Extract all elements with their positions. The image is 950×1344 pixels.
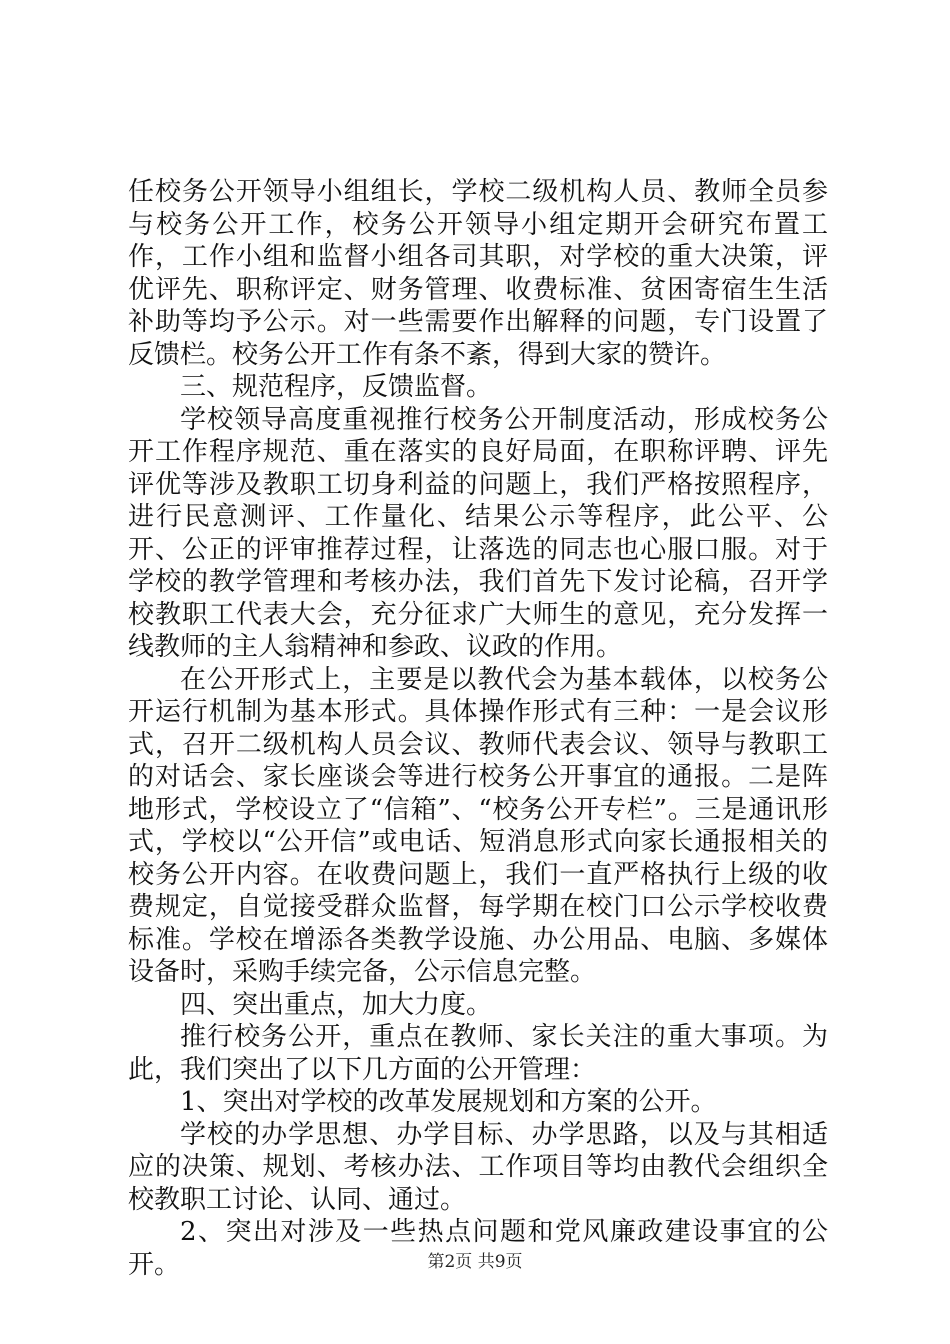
- paragraph-5: 学校的办学思想、办学目标、办学思路，以及与其相适应的决策、规划、考核办法、工作项目等均由教代会组织全校教职工讨论、认同、通过。: [128, 1119, 828, 1215]
- page-number-footer: 第2页 共9页: [427, 1252, 523, 1272]
- paragraph-1: 任校务公开领导小组组长，学校二级机构人员、教师全员参与校务公开工作，校务公开领导小组定期开会研究布置工作，工作小组和监督小组各司其职，对学校的重大决策，评优评先、职称评定、财务管理、收费标准、贫困寄宿生生活补助等均予公示。对一些需要作出解释的问题，专门设置了反馈栏。校务公开工作有条不紊，得到大家的赞许。: [128, 177, 828, 370]
- section-heading-4: 四、突出重点，加大力度。: [180, 989, 493, 1020]
- section-heading-3: 三、规范程序，反馈监督。: [180, 372, 493, 402]
- paragraph-4: 推行校务公开，重点在教师、家长关注的重大事项。为此，我们突出了以下几方面的公开管理：: [128, 1022, 828, 1085]
- item-heading-1: 1、突出对学校的改革发展规划和方案的公开。: [180, 1087, 717, 1117]
- body-text: [128, 176, 828, 1281]
- paragraph-2: 学校领导高度重视推行校务公开制度活动，形成校务公开工作程序规范、重在落实的良好局面，在职称评聘、评先评优等涉及教职工切身利益的问题上，我们严格按照程序，进行民意测评、工作量化、结果公示等程序，此公平、公开、公正的评审推荐过程，让落选的同志也心服口服。对于学校的教学管理和考核办法，我们首先下发讨论稿，召开学校教职工代表大会，充分征求广大师生的意见，充分发挥一线教师的主人翁精神和参政、议政的作用。: [128, 404, 828, 662]
- item-heading-2: 2、突出对涉及一些热点问题和党风廉政建设事宜的公开。: [128, 1217, 828, 1280]
- paragraph-3: 在公开形式上，主要是以教代会为基本载体，以校务公开运行机制为基本形式。具体操作形式有三种：一是会议形式，召开二级机构人员会议、教师代表会议、领导与教职工的对话会、家长座谈会等进行校务公开事宜的通报。二是阵地形式，学校设立了“信箱”、“校务公开专栏”。三是通讯形式，学校以“公开信”或电话、短消息形式向家长通报相关的校务公开内容。在收费问题上，我们一直严格执行上级的收费规定，自觉接受群众监督，每学期在校门口公示学校收费标准。学校在增添各类教学设施、办公用品、电脑、多媒体设备时，采购手续完备，公示信息完整。: [128, 664, 828, 987]
